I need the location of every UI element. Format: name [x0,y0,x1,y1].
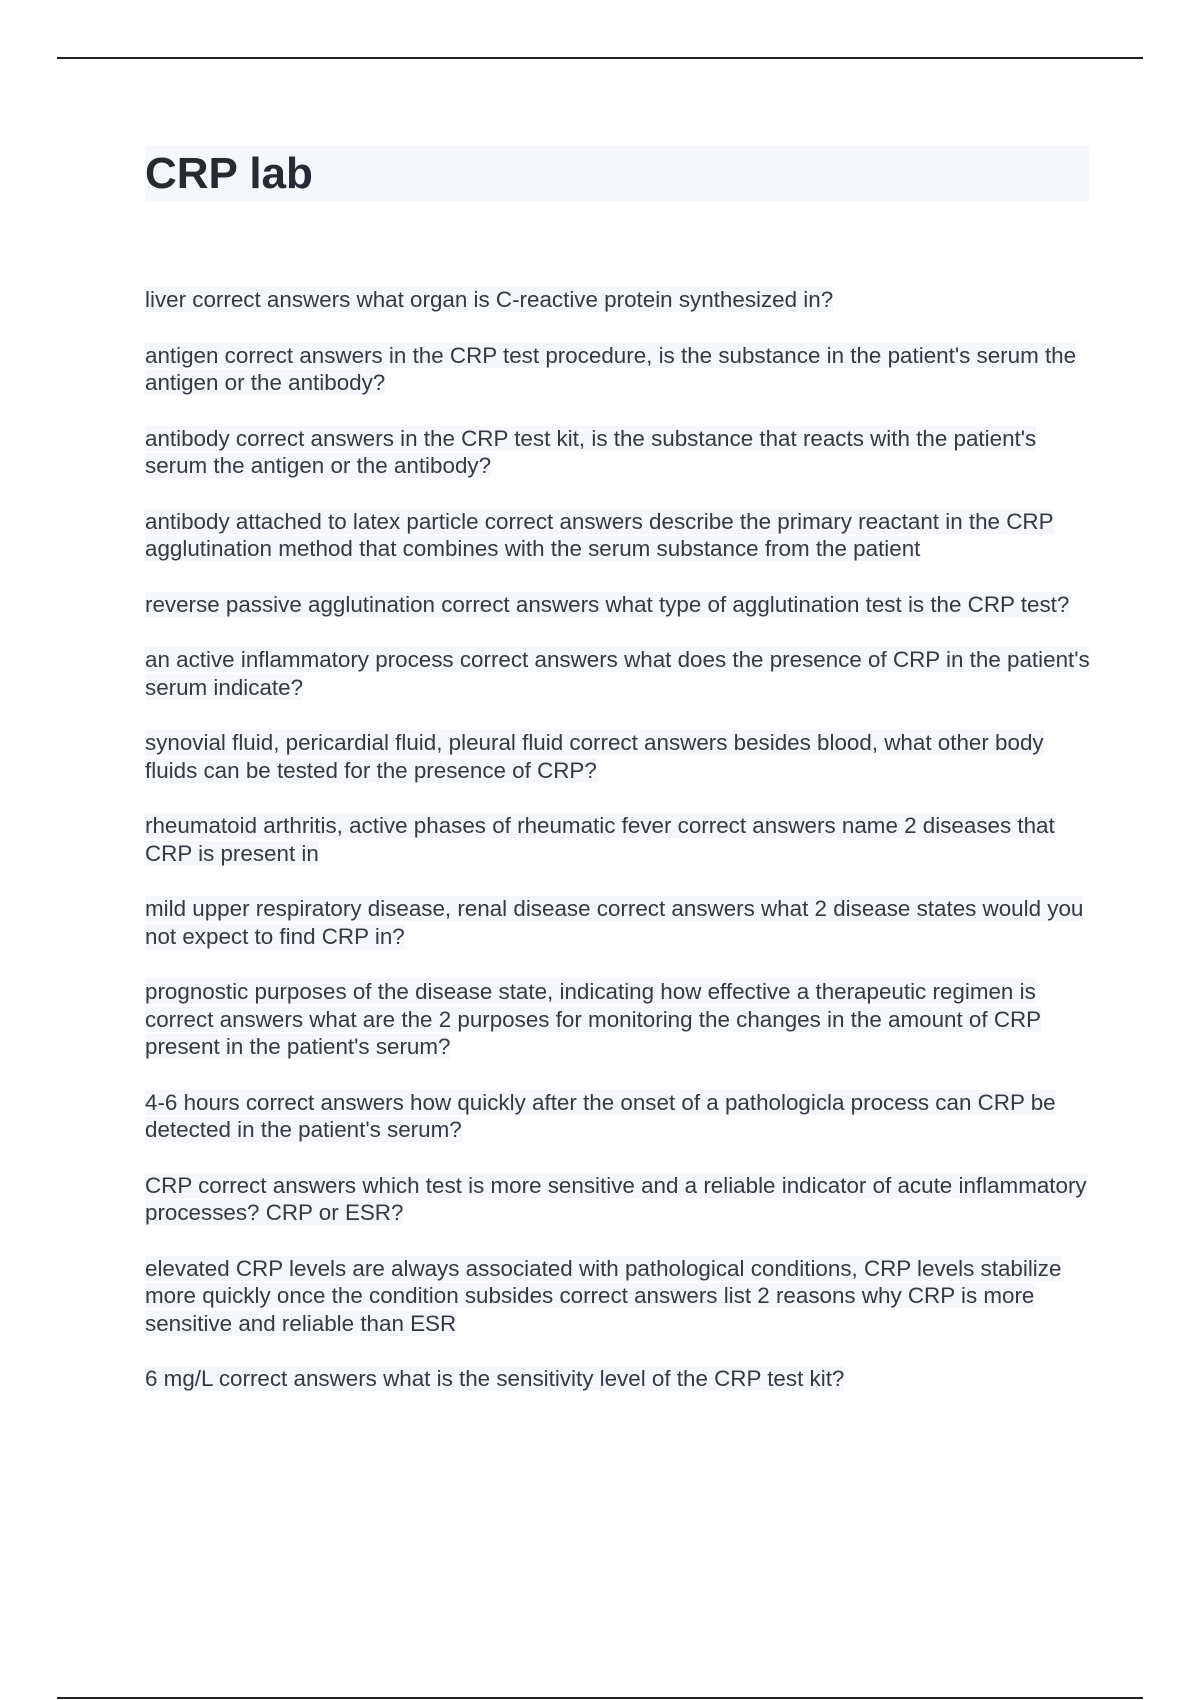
qa-item-text: antibody correct answers in the CRP test kit, is the substance that reacts with the patient's serum the antigen or the antibody? [145,425,1037,478]
bottom-rule [57,1697,1143,1699]
qa-item-text: 4-6 hours correct answers how quickly after the onset of a pathologicla process can CRP be detected in the patient's serum? [145,1089,1056,1142]
qa-item-7 [145,729,1095,784]
qa-item-text: rheumatoid arthritis, active phases of rheumatic fever correct answers name 2 diseases that CRP is present in [145,813,1055,866]
qa-item-6 [145,646,1095,701]
qa-item-9 [145,895,1095,950]
qa-item-text: antigen correct answers in the CRP test procedure, is the substance in the patient's serum the antigen or the antibody? [145,342,1077,395]
qa-item-text: antibody attached to latex particle correct answers describe the primary reactant in the CRP agglutination method that combines with the serum substance from the patient [145,508,1054,561]
qa-item-12 [145,1172,1095,1227]
page-title: CRP lab [145,149,313,198]
qa-item-text: liver correct answers what organ is C-reactive protein synthesized in? [145,287,834,312]
qa-list [145,286,1095,1421]
qa-item-11 [145,1089,1095,1144]
qa-item-3 [145,425,1095,480]
qa-item-text: synovial fluid, pericardial fluid, pleural fluid correct answers besides blood, what other body fluids can be tested for the presence of CRP? [145,730,1044,783]
title-block [145,146,1089,202]
qa-item-10 [145,978,1095,1061]
qa-item-5 [145,591,1095,619]
top-rule [57,57,1143,59]
qa-item-1 [145,286,1095,314]
qa-item-4 [145,508,1095,563]
qa-item-text: CRP correct answers which test is more sensitive and a reliable indicator of acute inflammatory processes? CRP or ESR? [145,1172,1087,1225]
qa-item-text: 6 mg/L correct answers what is the sensitivity level of the CRP test kit? [145,1366,845,1391]
qa-item-text: prognostic purposes of the disease state, indicating how effective a therapeutic regimen is correct answers what are the 2 purposes for monitoring the changes in the amount of CRP present in the patient's serum? [145,979,1042,1059]
qa-item-text: reverse passive agglutination correct answers what type of agglutination test is the CRP test? [145,591,1070,617]
qa-item-text: mild upper respiratory disease, renal disease correct answers what 2 disease states would you not expect to find CRP in? [145,896,1084,949]
qa-item-8 [145,812,1095,867]
qa-item-text: elevated CRP levels are always associated with pathological conditions, CRP levels stabilize more quickly once the condition subsides correct answers list 2 reasons why CRP is more sensitive and reliable than ESR [145,1255,1062,1336]
qa-item-2 [145,342,1095,397]
qa-item-text: an active inflammatory process correct answers what does the presence of CRP in the patient's serum indicate? [145,647,1090,700]
qa-item-14 [145,1365,1095,1393]
qa-item-13 [145,1255,1095,1338]
